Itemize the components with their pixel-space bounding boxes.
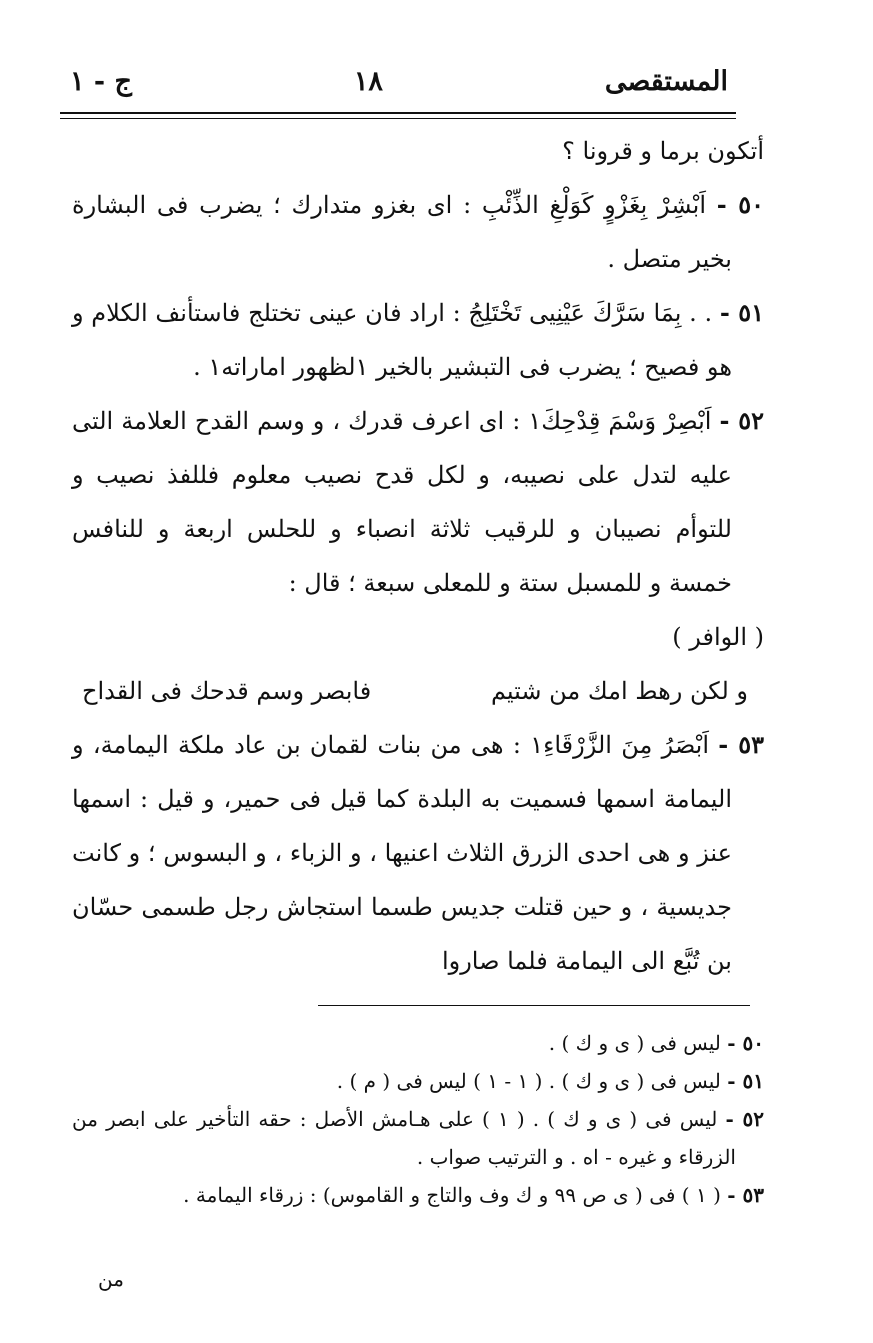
footnote-number: ٥٣ - (727, 1183, 764, 1207)
continuation-line: أتكون برما و قرونا ؟ (562, 137, 764, 165)
footnote-number: ٥٢ - (725, 1107, 764, 1131)
book-title: المستقصى (604, 65, 728, 97)
page-number: ١٨ (353, 65, 383, 97)
footnote-separator (318, 1005, 750, 1006)
verse-hemistich-first: و لكن رهط امك من شتيم (490, 677, 748, 705)
header-rule-thick (60, 112, 736, 114)
entry-number: ٥٢ - (719, 406, 764, 435)
footnote-text: ليس فى ( ى و ك ) . (548, 1031, 721, 1055)
footnote-50 (72, 1024, 764, 1062)
entry-number: ٥١ - (719, 298, 764, 327)
main-text (72, 124, 764, 988)
entry-text: اَبْصِرْ وَسْمَ قِدْحِكَ١ : اى اعرف قدرك ، و وسم القدح العلامة التى عليه لتدل على نصيبه، و لكل قدح نصيب معلوم فللفذ نصيب و للتوأم نصيبان و للرقيب ثلاثة انصباء و للحلس اربعة و للنافس خمسة و للمسبل ستة و للمعلى سبعة ؛ قال : (72, 407, 732, 597)
footnote-51 (72, 1062, 764, 1100)
footnote-text: ليس فى ( ى و ك ) . ( ١ - ١ ) ليس فى ( م ) . (336, 1069, 721, 1093)
entry-50 (72, 178, 764, 286)
footnote-text: ليس فى ( ى و ك ) . ( ١ ) على هـامش الأصل : حقه التأخير على ابصر من الزرقاء و غيره - اه . و الترتيب صواب . (72, 1107, 736, 1169)
entry-number: ٥٣ - (718, 730, 764, 759)
meter-label: ( الوافر ) (672, 623, 764, 651)
entry-51 (72, 286, 764, 394)
running-header (70, 58, 728, 104)
header-rule-thin (60, 118, 736, 119)
entry-text: . . بِمَا سَرَّكَ عَيْنِيى تَخْتَلِجُ : اراد فان عينى تختلج فاستأنف الكلام و هو فصيح ؛ يضرب فى التبشير بالخير ١لظهور اماراته١ . (72, 299, 732, 381)
poetry-verse (72, 664, 764, 718)
footnote-text: ( ١ ) فى ( ى ص ٩٩ و ك وف والتاج و القاموس) : زرقاء اليمامة . (183, 1183, 721, 1207)
entry-53 (72, 718, 764, 988)
entry-text: اَبْصَرُ مِنَ الزَّرْقَاءِ١ : هى من بنات لقمان بن عاد ملكة اليمامة، و اليمامة اسمها فسميت به البلدة كما قيل فى حمير، و قيل : اسمها عنز و هى احدى الزرق الثلاث اعنيها ، و الزباء ، و البسوس ؛ و كانت جديسية ، و حين قتلت جديس طسما استجاش رجل طسمى حسّان بن تُبَّع الى اليمامة فلما صاروا (72, 731, 732, 975)
catchword: من (98, 1267, 124, 1291)
volume-label: ج - ١ (70, 65, 132, 97)
verse-hemistich-second: فابصر وسم قدحك فى القداح (82, 677, 372, 705)
entry-52 (72, 394, 764, 610)
entry-number: ٥٠ - (716, 190, 764, 219)
footnote-number: ٥١ - (727, 1069, 764, 1093)
entry-text: اَبْشِرْ بِغَزْوٍ كَوَلْغِ الذِّئْبِ : اى بغزو متدارك ؛ يضرب فى البشارة بخير متصل . (72, 191, 732, 273)
footnote-52 (72, 1100, 764, 1176)
footnote-53 (72, 1176, 764, 1214)
footnote-number: ٥٠ - (727, 1031, 764, 1055)
footnotes (72, 1024, 764, 1214)
